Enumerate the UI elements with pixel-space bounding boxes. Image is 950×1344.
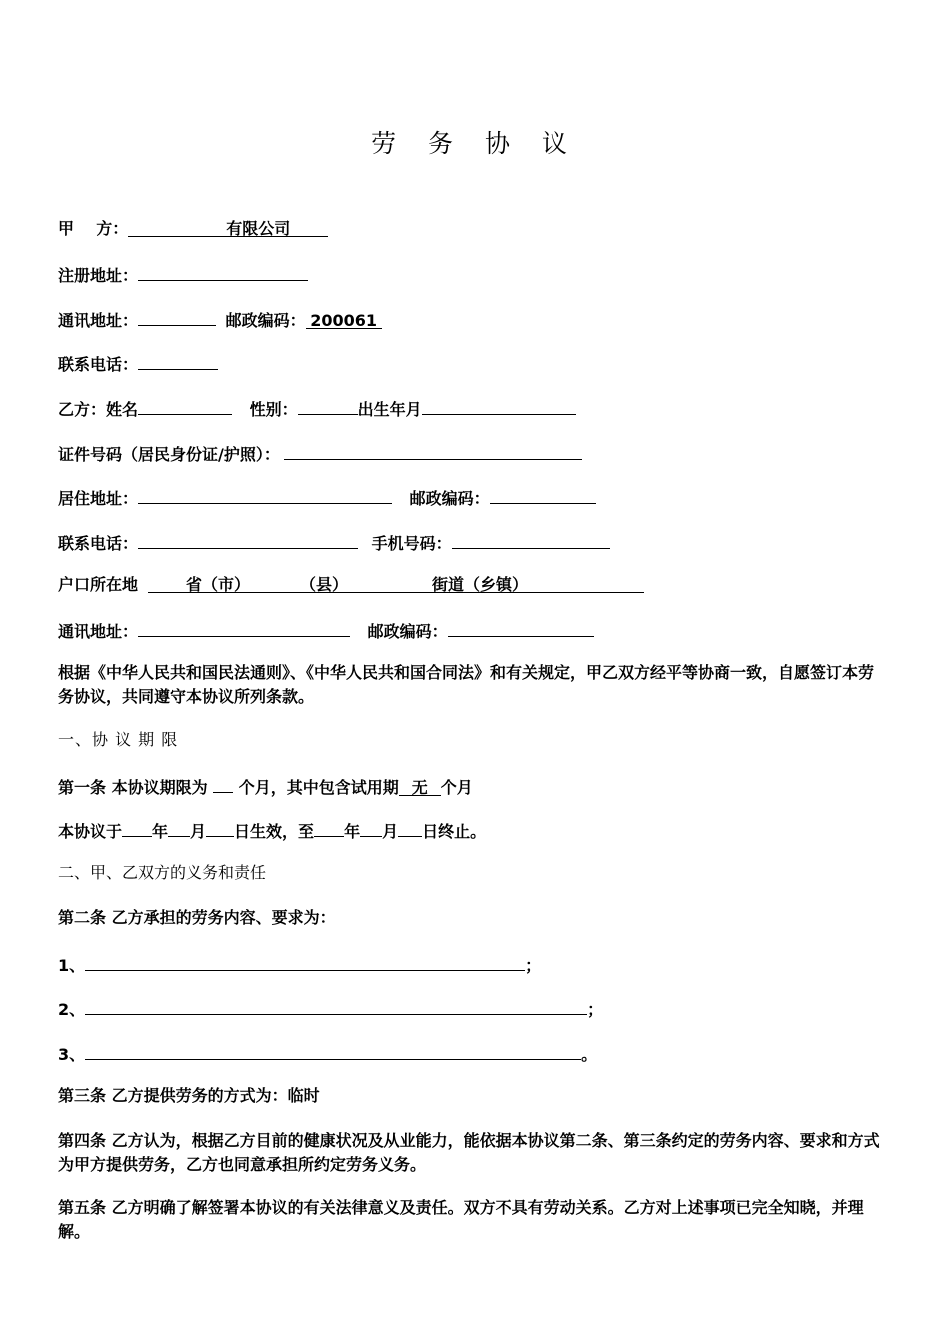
item1-row [58,952,541,977]
mobile-label: 手机号码： [371,534,452,553]
street-label: 街道（乡镇） [432,575,529,594]
phone-label: 联系电话： [58,355,139,374]
party-a-comm-row [58,307,382,332]
id-field[interactable] [284,441,582,460]
year-label-2: 年 [344,822,361,841]
party-a-row [58,218,328,240]
name-label: 乙方：姓名 [58,400,139,419]
item1-end: ； [525,956,542,975]
reg-address-row [58,262,308,287]
item3-number: 3、 [58,1045,86,1064]
trial-field[interactable]: 无 [399,777,441,796]
article1 [58,774,473,799]
residence-postcode-label: 邮政编码： [409,489,490,508]
gender-label: 性别： [249,400,298,419]
term-row [58,818,486,843]
section2-heading: 二、甲、乙双方的义务和责任 [58,863,267,882]
hukou-row [58,574,644,596]
end-month-field[interactable] [360,818,382,837]
postcode-field[interactable]: 200061 [306,310,382,329]
birth-label: 出生年月 [357,400,422,419]
party-b-comm-postcode-field[interactable] [448,618,594,637]
article5: 第五条 乙方明确了解签署本协议的有关法律意义及责任。双方不具有劳动关系。乙方对上述事项已完全知晓，并理解。 [58,1198,864,1241]
art1-text-a: 第一条 本协议期限为 [58,778,208,797]
effective-text: 日生效，至 [234,822,315,841]
company-suffix: 有限公司 [226,219,291,238]
comm-address-label: 通讯地址： [58,311,139,330]
start-month-field[interactable] [168,818,190,837]
end-year-field[interactable] [314,818,344,837]
year-label-1: 年 [152,822,169,841]
gender-field[interactable] [298,396,358,415]
item3-end: 。 [581,1045,598,1064]
start-year-field[interactable] [122,818,152,837]
art1-text-b: 个月，其中包含试用期 [238,778,399,797]
province-label: 省（市） [186,575,251,594]
article3: 第三条 乙方提供劳务的方式为：临时 [58,1086,320,1105]
item2-end: ； [587,1000,604,1019]
birth-field[interactable] [422,396,576,415]
party-a-phone-row [58,351,218,376]
residence-field[interactable] [138,485,392,504]
item2-number: 2、 [58,1000,86,1019]
party-a-company-field[interactable] [128,218,328,237]
id-row [58,441,582,466]
residence-row [58,485,596,510]
term-months-field[interactable] [213,774,233,793]
article2: 第二条 乙方承担的劳务内容、要求为： [58,908,336,927]
month-label-2: 月 [382,822,399,841]
comm-address-field[interactable] [138,307,216,326]
party-b-comm-row [58,618,594,643]
county-label: （县） [308,575,349,594]
start-day-field[interactable] [206,818,234,837]
hukou-field[interactable] [148,574,644,593]
phone-field[interactable] [138,351,218,370]
party-b-comm-field[interactable] [138,618,350,637]
party-b-comm-label: 通讯地址： [58,622,139,641]
name-field[interactable] [138,396,232,415]
id-label: 证件号码（居民身份证/护照）： [58,445,280,464]
party-b-phone-row [58,530,610,555]
item1-field[interactable] [85,952,525,971]
item2-row [58,996,603,1021]
article4: 第四条 乙方认为，根据乙方目前的健康状况及从业能力，能依据本协议第二条、第三条约定的劳务内容、要求和方式为甲方提供劳务，乙方也同意承担所约定劳务义务。 [58,1131,880,1174]
residence-postcode-field[interactable] [490,485,596,504]
reg-address-label: 注册地址： [58,266,139,285]
party-b-comm-postcode-label: 邮政编码： [367,622,448,641]
month-label-1: 月 [190,822,207,841]
party-b-phone-field[interactable] [138,530,358,549]
residence-label: 居住地址： [58,489,139,508]
mobile-field[interactable] [452,530,610,549]
item3-row [58,1041,597,1066]
art1-text-c: 个月 [440,778,473,797]
document-title: 劳 务 协 议 [371,129,579,158]
hukou-label: 户口所在地 [58,575,139,594]
postcode-label: 邮政编码： [225,311,306,330]
item1-number: 1、 [58,956,86,975]
term-text-a: 本协议于 [58,822,123,841]
section1-heading: 一、协 议 期 限 [58,730,179,749]
end-day-field[interactable] [398,818,422,837]
end-text: 日终止。 [422,822,487,841]
item2-field[interactable] [85,996,587,1015]
reg-address-field[interactable] [138,262,308,281]
preamble: 根据《中华人民共和国民法通则》、《中华人民共和国合同法》和有关规定，甲乙双方经平等协商一致，自愿签订本劳务协议，共同遵守本协议所列条款。 [58,663,875,706]
party-a-label: 甲 方： [58,219,129,238]
party-b-phone-label: 联系电话： [58,534,139,553]
item3-field[interactable] [85,1041,581,1060]
party-b-row [58,396,576,421]
